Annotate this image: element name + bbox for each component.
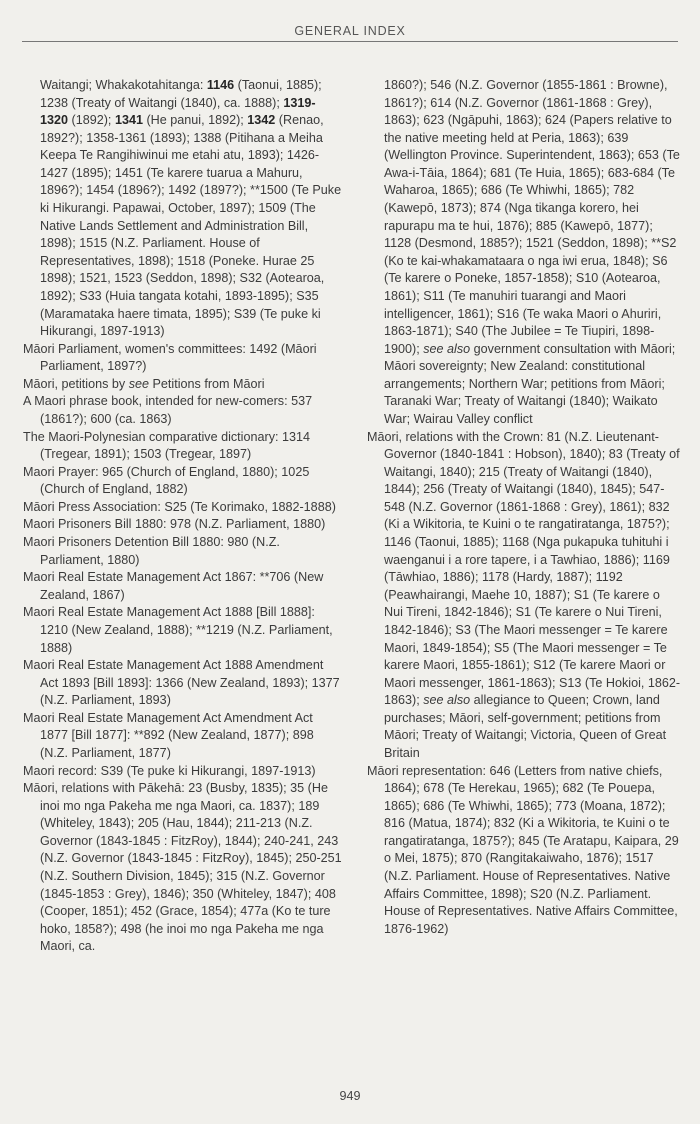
see-reference: see also <box>423 341 471 356</box>
index-entry <box>23 499 343 517</box>
entry-text: (1892); <box>68 113 115 128</box>
index-entry <box>23 341 343 376</box>
entry-text: (He panui, 1892); <box>142 113 248 128</box>
index-entry <box>23 763 343 781</box>
bold-reference: 1342 <box>247 113 276 128</box>
index-entry <box>23 516 343 534</box>
entry-text: allegiance to Queen; Crown, land purchases; Māori, self-government; petitions from Māori; Treaty of Waitangi; Victoria, Queen of Great Britain <box>384 693 667 760</box>
see-reference: see also <box>423 693 471 708</box>
entry-text: Māori Press Association: S25 (Te Korimako, 1882-1888) <box>23 499 336 514</box>
index-column-right <box>367 77 682 938</box>
entry-text: Māori, relations with Pākehā: 23 (Busby, 1835); 35 (He inoi mo nga Pakeha me nga Maori, ca. 1837); 189 (Whiteley, 1843); 205 (Hau, 1844); 211-213 (N.Z. Governor (1843-1845 : FitzRoy), 1844); 240-241, 243 (N.Z. Governor (1843-1845 : FitzRoy), 1845); 250-251 (N.Z. Southern Division, 1845); 315 (N.Z. Governor (1845-1853 : Grey), 1846); 350 (Whiteley, 1847); 408 (Cooper, 1851); 452 (Grace, 1854); 477a (Ko te ture hoko, 1858?); 498 (he inoi mo nga Pakeha me nga Maori, ca. <box>23 781 342 954</box>
entry-text: The Maori-Polynesian comparative dictionary: 1314 (Tregear, 1891); 1503 (Tregear, 1897) <box>23 429 310 462</box>
index-entry <box>23 464 343 499</box>
entry-text: (Taonui, 1885); 1238 (Treaty of Waitangi (1840), ca. 1888); <box>40 78 322 110</box>
index-column-left <box>23 77 343 956</box>
index-entry <box>23 569 343 604</box>
index-entry <box>23 393 343 428</box>
index-entry <box>23 657 343 710</box>
entry-text: Māori, petitions by <box>23 376 129 391</box>
entry-text: 1860?); 546 (N.Z. Governor (1855-1861 : Browne), 1861?); 614 (N.Z. Governor (1861-1868 : Grey), 1863); 623 (Ngāpuhi, 1863); 624 (Papers relative to the native meeting held at Peria, 1863); 639 (Wellington Province. Superintendent, 1863); 653 (Te Awa-i-Tāia, 1864); 681 (Te Huia, 1865); 683-684 (Te Waharoa, 1865); 686 (Te Whiwhi, 1865); 782 (Kawepō, 1873); 874 (Nga tikanga korero, hei rapurapu ma te hui, 1876); 885 (Kawepō, 1877); 1128 (Desmond, 1885?); 1521 (Seddon, 1898); **S2 (Ko te kai-whakamataara o nga iwi erua, 1848); S6 (Te karere o Poneke, 1857-1858); S10 (Aotearoa, 1861); S11 (Te manuhiri tuarangi and Maori intelligencer, 1861); S16 (Te waka Maori o Ahuriri, 1863-1871); S40 (The Jubilee = Te Tiupiri, 1898-1900); <box>384 78 680 356</box>
index-entry-continued <box>23 77 343 341</box>
entry-text: A Maori phrase book, intended for new-comers: 537 (1861?); 600 (ca. 1863) <box>23 394 313 426</box>
bold-reference: 1341 <box>114 113 143 128</box>
index-entry-continued <box>367 77 682 429</box>
index-entry <box>367 763 682 939</box>
index-entry <box>23 710 343 763</box>
index-entry <box>23 780 343 956</box>
entry-text: Māori representation: 646 (Letters from native chiefs, 1864); 678 (Te Herekau, 1965); 682 (Te Pouepa, 1865); 686 (Te Whiwhi, 1865); 773 (Moana, 1872); 816 (Matua, 1874); 832 (Ki a Wikitoria, te Kuini o te rangatiratanga, 1875?); 845 (Te Aratapu, Kaipara, 29 o Mei, 1875); 870 (Rangitakaiwaho, 1876); 1517 (N.Z. Parliament. House of Representatives. Native Affairs Committee, 1898); S20 (N.Z. Parliament. House of Representatives. Native Affairs Committee, 1876-1962) <box>367 763 679 936</box>
entry-text: Waitangi; Whakakotahitanga: <box>40 78 207 92</box>
index-entry <box>23 534 343 569</box>
index-entry <box>23 376 343 394</box>
entry-text: Māori Parliament, women's committees: 1492 (Māori Parliament, 1897?) <box>23 341 317 374</box>
entry-text: Maori Prayer: 965 (Church of England, 1880); 1025 (Church of England, 1882) <box>23 464 310 497</box>
index-entry <box>23 604 343 657</box>
index-entry <box>23 429 343 464</box>
entry-text: Maori Real Estate Management Act 1888 Amendment Act 1893 [Bill 1893]: 1366 (New Zealand, 1893); 1377 (N.Z. Parliament, 1893) <box>23 658 340 708</box>
entry-text: Maori Real Estate Management Act 1867: **706 (New Zealand, 1867) <box>23 570 324 602</box>
entry-text: Maori Prisoners Detention Bill 1880: 980 (N.Z. Parliament, 1880) <box>23 535 280 567</box>
entry-text: (Renao, 1892?); 1358-1361 (1893); 1388 (Pitihana a Meiha Keepa Te Rangihiwinui me etahi atu, 1893); 1426-1427 (1895); 1451 (Te karere tuarua a Mahuru, 1896?); 1454 (1896?); 1492 (1897?); **1500 (Te Puke ki Hikurangi. Papawai, October, 1897); 1509 (The Native Lands Settlement and Administration Bill, 1898); 1515 (N.Z. Parliament. House of Representatives, 1898); 1518 (Poneke. Hurae 25 1898); 1521, 1523 (Seddon, 1898); S32 (Aotearoa, 1892); S33 (Huia tangata kotahi, 1893-1895); S35 (Maramataka haere timata, 1895); S39 (Te puke ki Hikurangi, 1897-1913) <box>40 113 342 339</box>
entry-text: Petitions from Māori <box>149 376 265 391</box>
see-reference: see <box>128 376 150 391</box>
entry-text: Maori Prisoners Bill 1880: 978 (N.Z. Parliament, 1880) <box>23 517 326 532</box>
page-number: 949 <box>339 1089 361 1103</box>
entry-text: Maori Real Estate Management Act Amendment Act 1877 [Bill 1877]: **892 (New Zealand, 1877); 898 (N.Z. Parliament, 1877) <box>23 710 314 760</box>
index-entry <box>367 429 682 763</box>
bold-reference: 1146 <box>206 78 235 92</box>
page-header: GENERAL INDEX <box>22 24 678 42</box>
entry-text: government consultation with Māori; Māori sovereignty; New Zealand: constitutional arrangements; Northern War; petitions from Māori; Taranaki War; Treaty of Waitangi (1840); Waikato War; Wairau Valley conflict <box>384 341 676 426</box>
entry-text: Maori Real Estate Management Act 1888 [Bill 1888]: 1210 (New Zealand, 1888); **1219 (N.Z. Parliament, 1888) <box>23 605 333 655</box>
bold-reference: 1319-1320 <box>40 95 316 128</box>
entry-text: Māori, relations with the Crown: 81 (N.Z. Lieutenant-Governor (1840-1841 : Hobson), 1840); 83 (Treaty of Waitangi, 1840); 215 (Treaty of Waitangi (1840), 1844); 256 (Treaty of Waitangi (1840), 1845); 547-548 (N.Z. Governor (1861-1868 : Grey), 1861); 832 (Ki a Wikitoria, te Kuini o te rangatiratanga, 1875?); 1146 (Taonui, 1885); 1168 (Nga pukapuka tuhituhi i waenganui i a rore tapere, i a Tawhiao, 1886); 1169 (Tāwhiao, 1886); 1178 (Hardy, 1887); 1192 (Peawhairangi, Maehe 10, 1887); S1 (Te karere o Nui Tireni, 1842-1846); S1 (Te karere o Nui Tireni, 1842-1846); S3 (The Maori messenger = Te karere Maori, 1849-1854); S5 (The Maori messenger = Te karere Maori, 1855-1861); S12 (Te karere Maori or Maori messenger, 1861-1863); S13 (Te Hokioi, 1862-1863); <box>367 429 681 708</box>
entry-text: Maori record: S39 (Te puke ki Hikurangi, 1897-1913) <box>23 763 316 778</box>
